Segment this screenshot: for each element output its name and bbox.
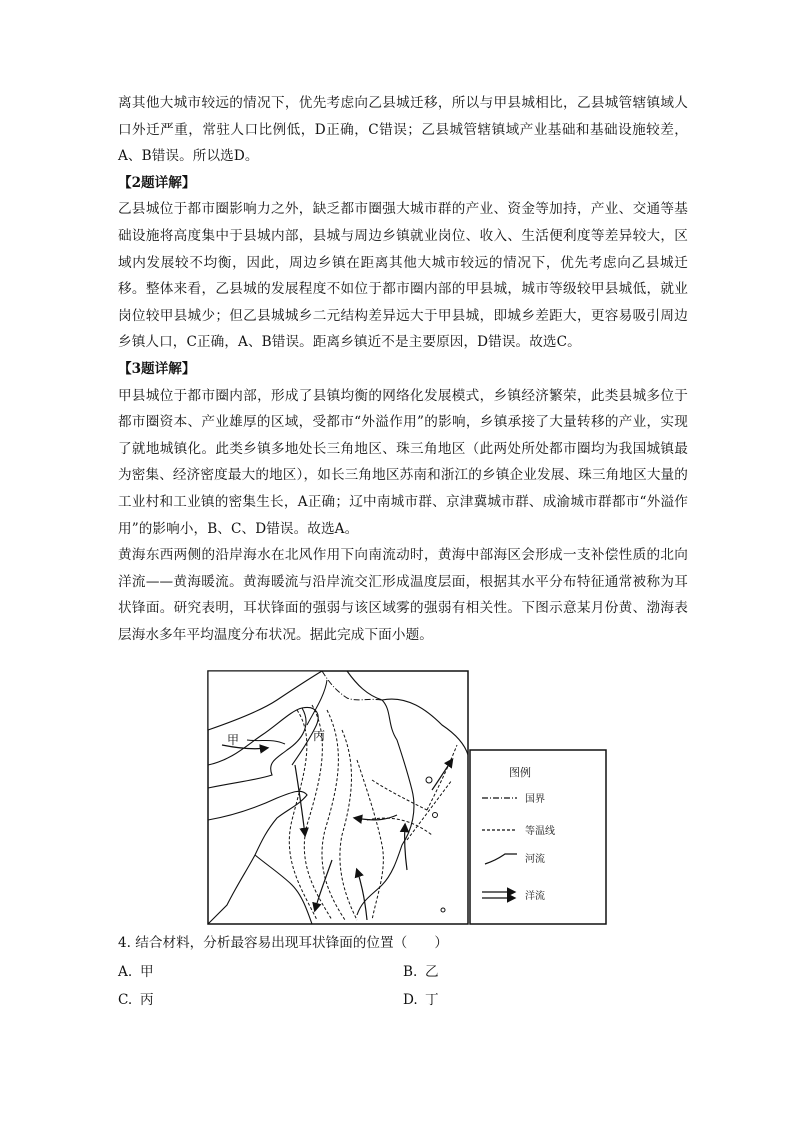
sea-temperature-map xyxy=(207,670,607,926)
option-c-key: C. xyxy=(118,992,133,1008)
paragraph-3: 甲县城位于都市圈内部，形成了县镇均衡的网络化发展模式，乡镇经济繁荣，此类县城多位于都市圈资本、产业雄厚的区域，受都市“外溢作用”的影响，乡镇承接了大量转移的产业，实现了就地城镇化。此类乡镇多地处长三角地区、珠三角地区（此两处所处都市圈均为我国城镇最为密集、经济密度最大的地区），如长三角地区苏南和浙江的乡镇企业发展、珠三角地区大量的工业村和工业镇的密集生长，A正确；辽中南城市群、京津冀城市群、成渝城市群都市“外溢作用”的影响小，B、C、D错误。故选A。 xyxy=(118,387,688,537)
legend-title: 图例 xyxy=(509,766,531,779)
option-b-key: B. xyxy=(403,964,418,980)
legend-river-label: 河流 xyxy=(525,854,545,865)
heading-q3-explanation: 【3题详解】 xyxy=(118,360,196,377)
option-b[interactable] xyxy=(403,962,439,982)
option-b-text: 乙 xyxy=(425,964,439,980)
paragraph-2: 乙县城位于都市圈影响力之外，缺乏都市圈强大城市群的产业、资金等加持，产业、交通等基础设施将高度集中于县城内部，县城与周边乡镇就业岗位、收入、生活便利度等差异较大，区域内发展较不均衡，因此，周边乡镇在距离其他大城市较远的情况下，优先考虑向乙县城迁移。整体来看，乙县城的发展程度不如位于都市圈内部的甲县城，城市等级较甲县城低，就业岗位较甲县城少；但乙县城城乡二元结构差异远大于甲县城，即城乡差距大，更容易吸引周边乡镇人口，C正确，A、B错误。距离乡镇近不是主要原因，D错误。故选C。 xyxy=(118,201,688,351)
label-bing: 丙 xyxy=(313,729,326,743)
option-a[interactable] xyxy=(118,962,154,982)
question-stem: 4. 结合材料，分析最容易出现耳状锋面的位置（ ） xyxy=(118,935,448,951)
paragraph-1: 离其他大城市较远的情况下，优先考虑向乙县城迁移，所以与甲县城相比，乙县城管辖镇域人口外迁严重，常驻人口比例低，D正确，C错误；乙县城管辖镇域产业基础和基础设施较差，A、B错误。所以选D。 xyxy=(118,95,688,165)
option-c-text: 丙 xyxy=(140,992,154,1008)
option-a-key: A. xyxy=(118,964,133,980)
option-a-text: 甲 xyxy=(140,964,154,980)
legend-isotherm-label: 等温线 xyxy=(525,826,555,837)
material-paragraph: 黄海东西两侧的沿岸海水在北风作用下向南流动时，黄海中部海区会形成一支补偿性质的北向洋流——黄海暖流。黄海暖流与沿岸流交汇形成温度层面，根据其水平分布特征通常被称为耳状锋面。研究表明，耳状锋面的强弱与该区域雾的强弱有相关性。下图示意某月份黄、渤海表层海水多年平均温度分布状况。据此完成下面小题。 xyxy=(118,547,688,643)
legend-border-label: 国界 xyxy=(525,794,545,805)
option-d-key: D. xyxy=(403,992,418,1008)
option-d-text: 丁 xyxy=(425,992,439,1008)
article-body xyxy=(118,90,688,648)
option-d[interactable] xyxy=(403,990,439,1010)
heading-q2-explanation: 【2题详解】 xyxy=(118,174,196,191)
label-jia: 甲 xyxy=(227,733,240,747)
map-figure xyxy=(207,670,607,926)
legend-current-label: 洋流 xyxy=(525,891,545,902)
option-c[interactable] xyxy=(118,990,154,1010)
